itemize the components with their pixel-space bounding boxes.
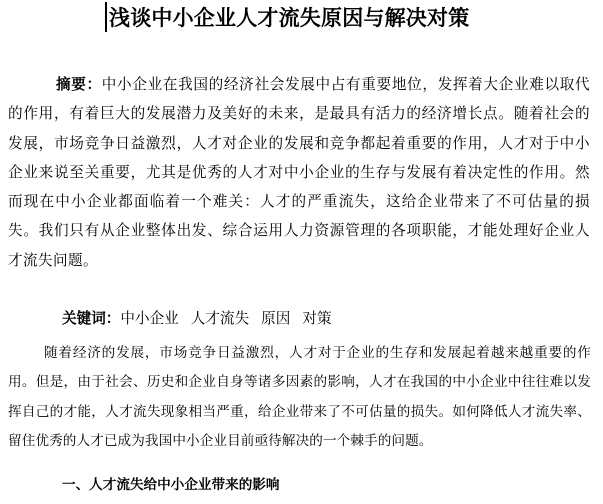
keywords-line [62,304,582,333]
keyword: 中小企业 [120,310,179,327]
keyword: 人才流失 [190,310,250,327]
keywords-label: 关键词： [62,310,121,327]
text-cursor [105,2,107,32]
abstract-label: 摘要： [56,76,102,93]
abstract-paragraph [8,70,590,275]
keyword: 原因 [261,310,291,327]
section-heading: 一、人才流失给中小企业带来的影响 [62,477,280,493]
abstract-text: 中小企业在我国的经济社会发展中占有重要地位，发挥着大企业难以取代的作用，有着巨大的发展潜力及美好的未来，是最具有活力的经济增长点。随着社会的发展，市场竞争日益激烈，人才对企业的发展和竞争都起着重要的作用，人才对于中小企业来说至关重要，尤其是优秀的人才对中小企业的生存与发展有着决定性的作用。然而现在中小企业都面临着一个难关：人才的严重流失，这给企业带来了不可估量的损失。我们只有从企业整体出发、综合运用人力资源管理的各项职能，才能处理好企业人才流失问题。 [8,76,590,269]
document-title: 浅谈中小企业人才流失原因与解决对策 [109,6,470,30]
keyword: 对策 [302,310,332,327]
body-paragraph: 随着经济的发展，市场竞争日益激烈，人才对于企业的生存和发展起着越来越重要的作用。但是，由于社会、历史和企业自身等诸多因素的影响，人才在我国的中小企业中往往难以发挥自己的才能，人才流失现象相当严重，给企业带来了不可估量的损失。如何降低人才流失率、留住优秀的人才已成为我国中小企业目前亟待解决的一个棘手的问题。 [8,345,591,449]
